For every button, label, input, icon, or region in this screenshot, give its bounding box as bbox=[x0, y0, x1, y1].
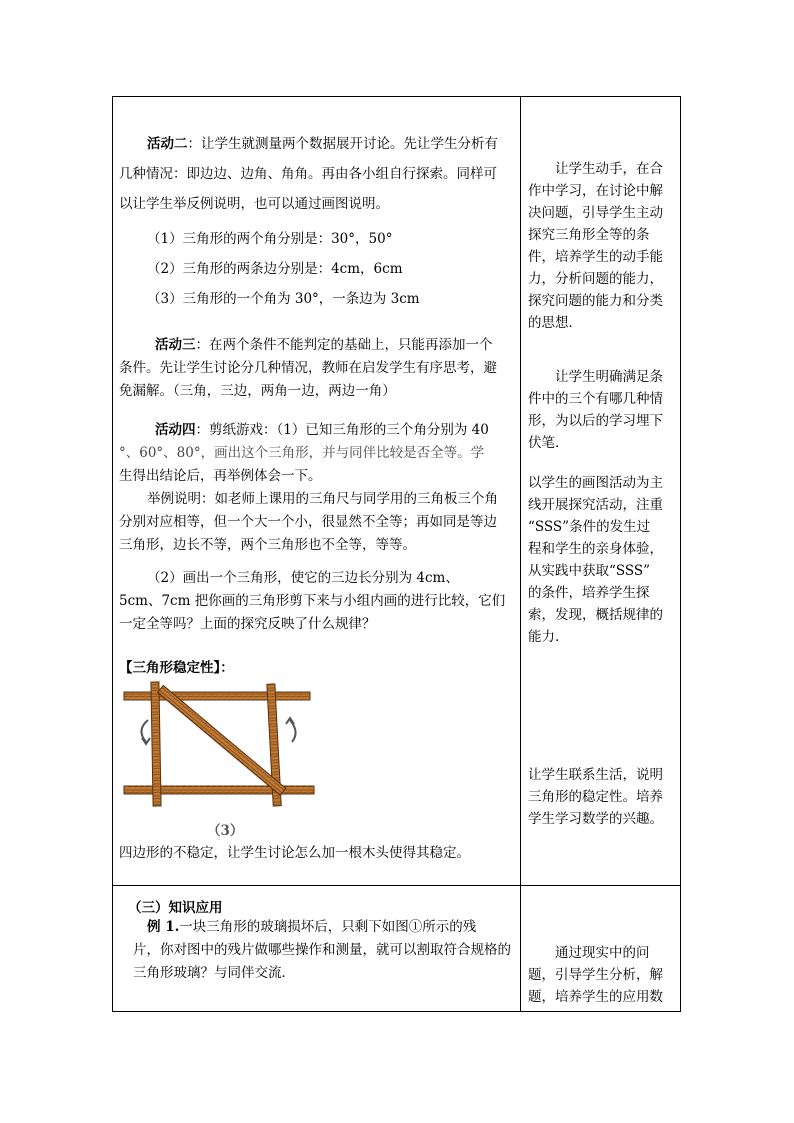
drawing-task-line-3: 一定全等吗？上面的探究反映了什么规律？ bbox=[119, 616, 376, 632]
note-3-line-5: 从实践中获取“SSS” bbox=[528, 563, 651, 579]
note-1-line-8: 的思想． bbox=[528, 315, 582, 331]
stability-heading: 【三角形稳定性】： bbox=[119, 660, 234, 676]
example-1-line-2: 片，你对图中的残片做哪些操作和测量，就可以割取符合规格的 bbox=[133, 942, 511, 958]
note-1-line-1: 让学生动手，在合 bbox=[555, 161, 663, 177]
activity-2-title: 活动二 bbox=[147, 136, 188, 152]
activity-4-line-1: 活动四：剪纸游戏：（1）已知三角形的三个角分别为 40 bbox=[155, 422, 489, 438]
activity-2-line-2: 几种情况：即边边、边角、角角。再由各小组自行探索。同样可 bbox=[119, 166, 497, 182]
activity-4-line-2: °、60°、80°，画出这个三角形，并与同伴比较是否全等。学 bbox=[119, 445, 485, 461]
drawing-task-line-2: 5cm、7cm 把你画的三角形剪下来与小组内画的进行比较，它们 bbox=[119, 593, 506, 609]
case-1: （1）三角形的两个角分别是：30°，50° bbox=[147, 231, 393, 247]
activity-3-line-3: 免漏解。（三角，三边，两角一边，两边一角） bbox=[119, 383, 396, 399]
note-2-line-2: 件中的三个有哪几种情 bbox=[528, 391, 663, 407]
figure-caption: （3） bbox=[207, 823, 244, 839]
wooden-frame-figure bbox=[122, 680, 322, 840]
activity-2-line-1: 活动二：让学生就测量两个数据展开讨论。先让学生分析有 bbox=[147, 136, 498, 152]
note-1-line-6: 力，分析问题的能力， bbox=[528, 271, 663, 287]
note-3-line-4: 程和学生的亲身体验， bbox=[528, 541, 663, 557]
note-1-line-3: 决问题，引导学生主动 bbox=[528, 205, 663, 221]
note-1-line-7: 探究问题的能力和分类 bbox=[528, 293, 663, 309]
note-1-line-2: 作中学习，在讨论中解 bbox=[528, 183, 663, 199]
activity-3-line-1: 活动三：在两个条件不能判定的基础上，只能再添加一个 bbox=[155, 337, 493, 353]
note-3-line-8: 能力． bbox=[528, 629, 569, 645]
quadrilateral-text: 四边形的不稳定，让学生讨论怎么加一根木头使得其稳定。 bbox=[119, 845, 470, 861]
note-3-line-1: 以学生的画图活动为主 bbox=[528, 475, 663, 491]
example-1-label: 例 1. bbox=[147, 919, 180, 935]
left-post bbox=[151, 682, 161, 806]
example-line-1: 举例说明：如老师上课用的三角尺与同学用的三角板三个角 bbox=[147, 491, 498, 507]
note-5-line-3: 题，培养学生的应用数 bbox=[528, 989, 663, 1005]
example-1-line-3: 三角形玻璃？与同伴交流． bbox=[133, 965, 295, 981]
activity-3-line-2: 条件。先让学生讨论分几种情况，教师在启发学生有序思考，避 bbox=[119, 360, 497, 376]
diagonal-brace bbox=[158, 686, 286, 796]
table-row-divider bbox=[112, 885, 681, 886]
table-bottom-border bbox=[112, 1011, 681, 1012]
note-3-line-6: 的条件，培养学生探 bbox=[528, 585, 650, 601]
note-2-line-3: 形，为以后的学习埋下 bbox=[528, 413, 663, 429]
note-3-line-3: “SSS”条件的发生过 bbox=[528, 519, 651, 535]
case-3: （3）三角形的一个角为 30°，一条边为 3cm bbox=[147, 291, 420, 307]
activity-4-line-3: 生得出结论后，再举例体会一下。 bbox=[119, 468, 322, 484]
table-top-border bbox=[112, 96, 681, 97]
note-2-line-4: 伏笔． bbox=[528, 435, 569, 451]
case-2: （2）三角形的两条边分别是：4cm，6cm bbox=[147, 261, 403, 277]
activity-2-line-3: 以让学生举反例说明，也可以通过画图说明。 bbox=[119, 196, 389, 212]
note-1-line-5: 件，培养学生的动手能 bbox=[528, 249, 663, 265]
activity-4-title: 活动四 bbox=[155, 422, 196, 438]
example-line-3: 三角形，边长不等，两个三角形也不全等，等等。 bbox=[119, 537, 416, 553]
example-line-2: 分别对应相等，但一个大一个小，很显然不全等；再如同是等边 bbox=[119, 514, 497, 530]
note-4-line-2: 三角形的稳定性。培养 bbox=[528, 789, 663, 805]
note-5-line-1: 通过现实中的问 bbox=[555, 945, 650, 961]
drawing-task-line-1: （2）画出一个三角形，使它的三边长分别为 4cm、 bbox=[147, 570, 459, 586]
note-4-line-3: 学生学习数学的兴趣。 bbox=[528, 811, 663, 827]
note-5-line-2: 题，引导学生分析，解 bbox=[528, 967, 663, 983]
note-4-line-1: 让学生联系生活，说明 bbox=[528, 767, 663, 783]
table-column-divider bbox=[520, 96, 521, 1012]
activity-3-title: 活动三 bbox=[155, 337, 196, 353]
note-3-line-2: 线开展探究活动，注重 bbox=[528, 497, 663, 513]
table-left-border bbox=[112, 96, 113, 1012]
note-2-line-1: 让学生明确满足条 bbox=[555, 369, 663, 385]
note-1-line-4: 探究三角形全等的条 bbox=[528, 227, 650, 243]
table-right-border bbox=[680, 96, 681, 1012]
note-3-line-7: 索，发现，概括规律的 bbox=[528, 607, 663, 623]
application-heading: （三）知识应用 bbox=[128, 900, 223, 916]
example-1-line-1: 例 1.一块三角形的玻璃损坏后，只剩下如图①所示的残 bbox=[147, 919, 477, 935]
